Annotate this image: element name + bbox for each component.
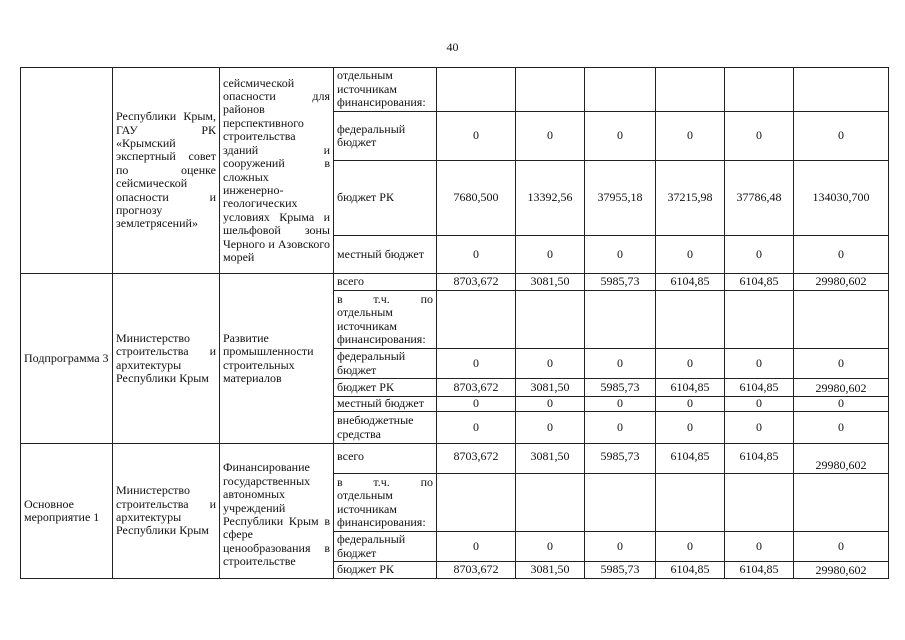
page-number: 40 xyxy=(446,40,459,54)
value-cell: 5985,73 xyxy=(585,274,656,291)
value-cell: 5985,73 xyxy=(585,562,656,579)
value-cell: 6104,85 xyxy=(725,379,794,397)
value-cell xyxy=(437,474,516,532)
value-cell: 13392,56 xyxy=(516,161,585,236)
funding-type: местный бюджет xyxy=(334,236,437,274)
funding-type: внебюджетные средства xyxy=(334,412,437,444)
funding-type: федеральный бюджет xyxy=(334,349,437,379)
value-cell: 0 xyxy=(585,397,656,412)
value-cell xyxy=(794,68,889,112)
funding-type: в т.ч. по отдельным источникам финансирования: xyxy=(334,291,437,349)
value-cell xyxy=(437,291,516,349)
value-cell: 6104,85 xyxy=(725,274,794,291)
value-cell: 134030,700 xyxy=(794,161,889,236)
value-cell: 0 xyxy=(794,532,889,562)
value-cell xyxy=(725,474,794,532)
value-cell: 6104,85 xyxy=(725,562,794,579)
value-cell xyxy=(725,291,794,349)
value-cell xyxy=(725,68,794,112)
value-cell: 0 xyxy=(437,349,516,379)
value-cell: 0 xyxy=(437,532,516,562)
value-cell: 0 xyxy=(794,412,889,444)
value-cell: 6104,85 xyxy=(656,444,725,474)
value-cell: 29980,602 xyxy=(794,444,889,474)
value-cell: 0 xyxy=(437,236,516,274)
activity-cell: Финансирование государственных автономных учреждений Республики Крым в сфере ценообразования в строительстве xyxy=(220,444,334,579)
value-cell: 0 xyxy=(725,349,794,379)
value-cell: 8703,672 xyxy=(437,379,516,397)
value-cell: 3081,50 xyxy=(516,562,585,579)
value-cell: 0 xyxy=(725,412,794,444)
funding-type: бюджет РК xyxy=(334,379,437,397)
program-name-cell: Подпрограмма 3 xyxy=(21,274,113,444)
value-cell xyxy=(437,68,516,112)
value-cell: 0 xyxy=(656,112,725,161)
funding-type: федеральный бюджет xyxy=(334,532,437,562)
value-cell: 3081,50 xyxy=(516,274,585,291)
funding-type: всего xyxy=(334,444,437,474)
value-cell: 0 xyxy=(656,236,725,274)
funding-type: федеральный бюджет xyxy=(334,112,437,161)
value-cell xyxy=(585,68,656,112)
value-cell: 3081,50 xyxy=(516,444,585,474)
value-cell xyxy=(794,291,889,349)
value-cell: 0 xyxy=(725,236,794,274)
value-cell: 0 xyxy=(516,532,585,562)
value-cell xyxy=(516,68,585,112)
value-cell: 0 xyxy=(585,349,656,379)
value-cell xyxy=(656,291,725,349)
value-cell: 37786,48 xyxy=(725,161,794,236)
value-cell: 0 xyxy=(585,412,656,444)
executor-cell: Министерство строительства и архитектуры Республики Крым xyxy=(113,274,220,444)
value-cell: 29980,602 xyxy=(794,562,889,579)
value-cell: 0 xyxy=(585,112,656,161)
value-cell: 8703,672 xyxy=(437,274,516,291)
value-cell: 0 xyxy=(794,236,889,274)
value-cell: 0 xyxy=(516,397,585,412)
value-cell: 0 xyxy=(516,412,585,444)
value-cell: 6104,85 xyxy=(725,444,794,474)
funding-type: в т.ч. по отдельным источникам финансирования: xyxy=(334,474,437,532)
executor-cell: Министерство строительства и архитектуры Республики Крым xyxy=(113,444,220,579)
value-cell xyxy=(656,68,725,112)
value-cell: 0 xyxy=(794,112,889,161)
value-cell: 5985,73 xyxy=(585,379,656,397)
value-cell xyxy=(585,474,656,532)
value-cell: 0 xyxy=(656,532,725,562)
value-cell: 3081,50 xyxy=(516,379,585,397)
value-cell xyxy=(585,291,656,349)
value-cell: 0 xyxy=(516,112,585,161)
program-name-cell: Основное мероприятие 1 xyxy=(21,444,113,579)
table-row xyxy=(21,274,889,291)
value-cell: 0 xyxy=(656,397,725,412)
value-cell: 0 xyxy=(437,412,516,444)
value-cell: 8703,672 xyxy=(437,562,516,579)
value-cell: 0 xyxy=(656,412,725,444)
value-cell xyxy=(794,474,889,532)
value-cell: 6104,85 xyxy=(656,562,725,579)
funding-type: отдельным источникам финансирования: xyxy=(334,68,437,112)
value-cell xyxy=(516,474,585,532)
funding-type: бюджет РК xyxy=(334,161,437,236)
value-cell: 37215,98 xyxy=(656,161,725,236)
table-row xyxy=(21,68,889,112)
value-cell: 6104,85 xyxy=(656,274,725,291)
value-cell: 0 xyxy=(437,112,516,161)
activity-cell: сейсмической опасности для районов перспективного строительства зданий и сооружений в сложных инженерно-геологических условиях Крыма и шельфовой зоны Черного и Азовского морей xyxy=(220,68,334,274)
value-cell: 0 xyxy=(725,397,794,412)
value-cell xyxy=(656,474,725,532)
value-cell: 0 xyxy=(516,349,585,379)
value-cell: 0 xyxy=(437,397,516,412)
value-cell: 5985,73 xyxy=(585,444,656,474)
executor-cell: Республики Крым, ГАУ РК «Крымский экспертный совет по оценке сейсмической опасности и прогнозу землетрясений» xyxy=(113,68,220,274)
value-cell: 29980,602 xyxy=(794,379,889,397)
value-cell: 0 xyxy=(794,349,889,379)
table-row xyxy=(21,444,889,474)
value-cell: 37955,18 xyxy=(585,161,656,236)
funding-type: местный бюджет xyxy=(334,397,437,412)
value-cell: 0 xyxy=(656,349,725,379)
budget-table xyxy=(20,67,889,579)
value-cell: 6104,85 xyxy=(656,379,725,397)
activity-cell: Развитие промышленности строительных материалов xyxy=(220,274,334,444)
value-cell: 0 xyxy=(585,236,656,274)
value-cell: 0 xyxy=(516,236,585,274)
value-cell: 0 xyxy=(725,532,794,562)
value-cell: 0 xyxy=(585,532,656,562)
value-cell: 0 xyxy=(725,112,794,161)
program-name-cell xyxy=(21,68,113,274)
value-cell: 7680,500 xyxy=(437,161,516,236)
funding-type: всего xyxy=(334,274,437,291)
value-cell: 0 xyxy=(794,397,889,412)
value-cell xyxy=(516,291,585,349)
value-cell: 8703,672 xyxy=(437,444,516,474)
funding-type: бюджет РК xyxy=(334,562,437,579)
value-cell: 29980,602 xyxy=(794,274,889,291)
